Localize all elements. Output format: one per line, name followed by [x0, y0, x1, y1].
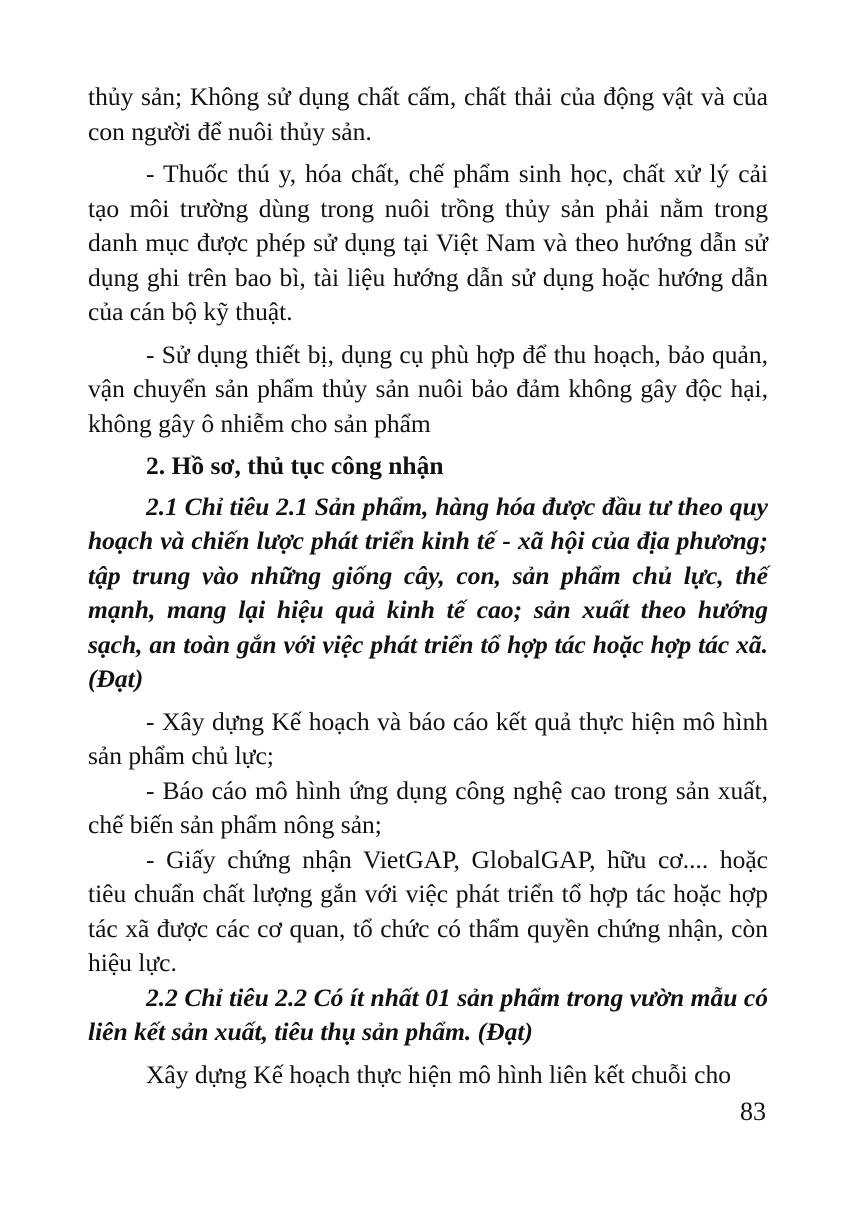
- criterion-2-1-title: 2.1 Chỉ tiêu 2.1 Sản phẩm, hàng hóa được đầu tư theo quy hoạch và chiến lược phát triển kinh tế - xã hội của địa phương; tập trung vào những giống cây, con, sản phẩm chủ lực, thế mạnh, mang lại hiệu quả kinh tế cao; sản xuất theo hướng sạch, an toàn gắn với việc phát triển tổ hợp tác hoặc hợp tác xã. (Đạt): [88, 491, 768, 693]
- criterion-2-2-title: 2.2 Chỉ tiêu 2.2 Có ít nhất 01 sản phẩm trong vườn mẫu có liên kết sản xuất, tiêu thụ sản phẩm. (Đạt): [88, 982, 768, 1046]
- paragraph-harvest-equipment: - Sử dụng thiết bị, dụng cụ phù hợp để thu hoạch, bảo quản, vận chuyển sản phẩm thủy sản nuôi bảo đảm không gây độc hại, không gây ô nhiễm cho sản phẩm: [88, 339, 768, 438]
- criterion-2-2-text: Xây dựng Kế hoạch thực hiện mô hình liên kết chuỗi cho: [146, 1059, 731, 1089]
- criterion-2-1-item: - Giấy chứng nhận VietGAP, GlobalGAP, hữu cơ.... hoặc tiêu chuẩn chất lượng gắn với việc phát triển tổ hợp tác hoặc hợp tác xã được các cơ quan, tổ chức có thẩm quyền chứng nhận, còn hiệu lực.: [88, 844, 768, 977]
- section-heading: 2. Hồ sơ, thủ tục công nhận: [146, 451, 444, 480]
- paragraph-veterinary-drugs: - Thuốc thú y, hóa chất, chế phẩm sinh học, chất xử lý cải tạo môi trường dùng trong nuôi trồng thủy sản phải nằm trong danh mục được phép sử dụng tại Việt Nam và theo hướng dẫn sử dụng ghi trên bao bì, tài liệu hướng dẫn sử dụng hoặc hướng dẫn của cán bộ kỹ thuật.: [88, 159, 768, 326]
- criterion-2-1-item: - Xây dựng Kế hoạch và báo cáo kết quả thực hiện mô hình sản phẩm chủ lực;: [88, 706, 768, 770]
- paragraph-continuation: thủy sản; Không sử dụng chất cấm, chất thải của động vật và của con người để nuôi thủy sản.: [88, 82, 768, 146]
- criterion-2-1-item: - Báo cáo mô hình ứng dụng công nghệ cao trong sản xuất, chế biến sản phẩm nông sản;: [88, 775, 768, 839]
- page-number: 83: [740, 1097, 766, 1126]
